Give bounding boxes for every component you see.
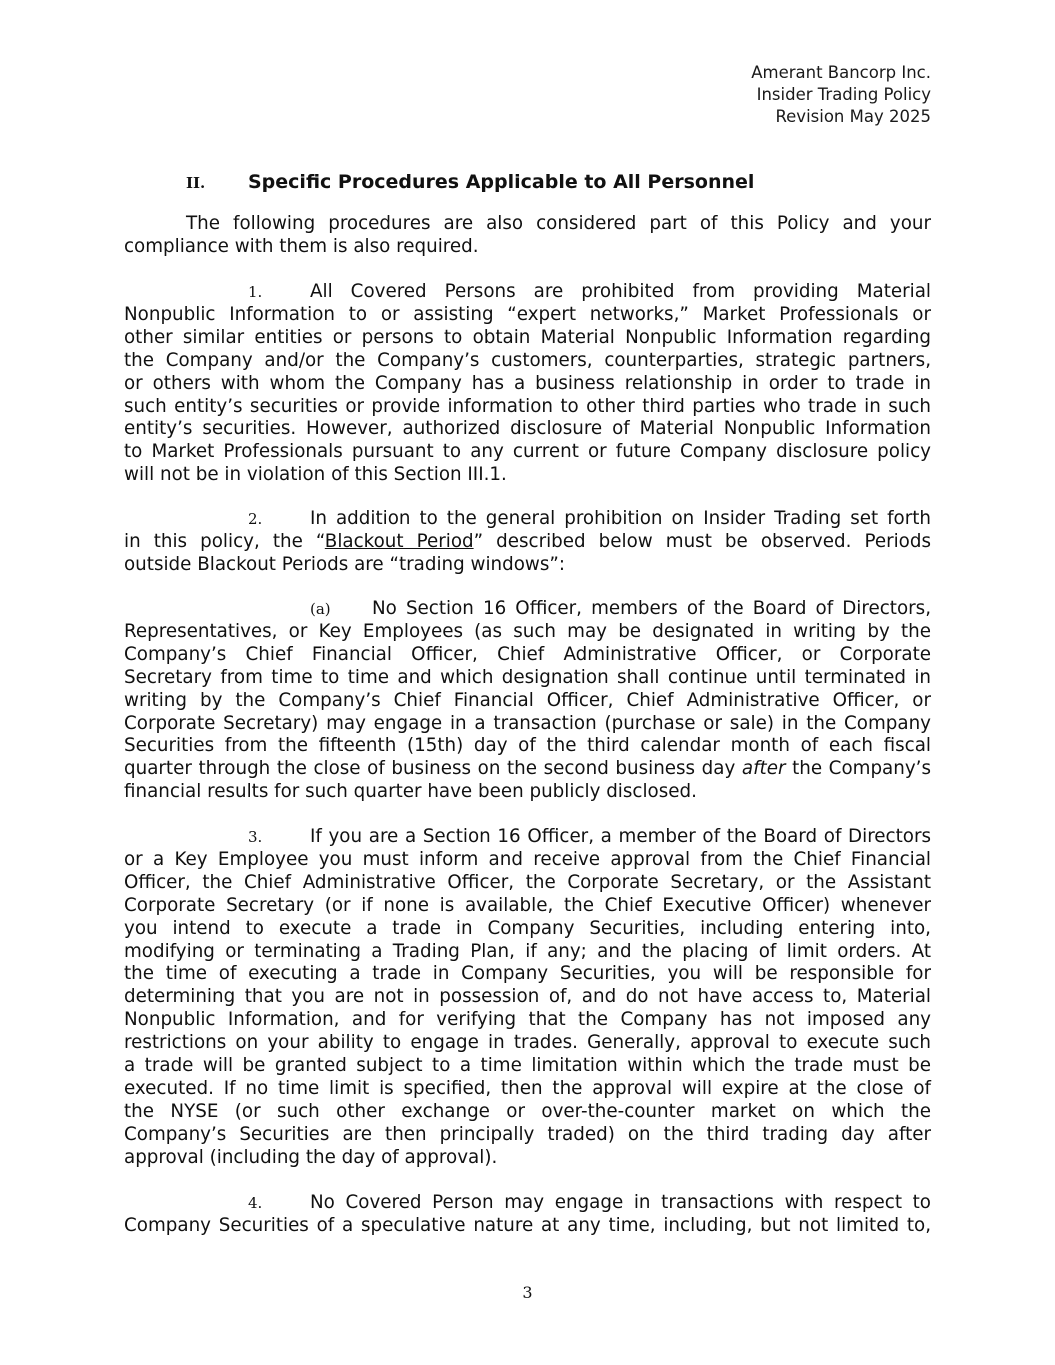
text-line: Nonpublic Information, and for verifying that the Company has not imposed any xyxy=(124,1009,931,1031)
page-number: 3 xyxy=(522,1283,533,1302)
text-line: the NYSE (or such other exchange or over-the-counter market on which the xyxy=(124,1100,931,1122)
text-line: (a) No Section 16 Officer, members of the Board of Directors, xyxy=(310,598,931,619)
subitem-label: (a) xyxy=(310,600,331,618)
text-line: Corporate Secretary) may engage in a transaction (purchase or sale) in the Company xyxy=(124,712,931,734)
text-line: quarter through the close of business on the second business day after the Company’s xyxy=(124,758,931,780)
intro-paragraph xyxy=(124,213,931,259)
header-revision: Revision May 2025 xyxy=(775,107,931,126)
text-line: Company’s Securities are then principally traded) on the third trading day after xyxy=(124,1123,931,1145)
text-line: or a Key Employee you must inform and receive approval from the Chief Financial xyxy=(124,848,931,870)
text-line: the time of executing a trade in Company Securities, you will be responsible for xyxy=(124,963,931,985)
text-line: a trade will be granted subject to a time limitation within which the trade must be xyxy=(124,1055,931,1077)
text-line: executed. If no time limit is specified, then the approval will expire at the close of xyxy=(124,1077,931,1099)
text-line: writing by the Company’s Chief Financial Officer, Chief Administrative Officer, or xyxy=(124,689,931,711)
text-line: determining that you are not in possession of, and do not have access to, Material xyxy=(124,986,931,1008)
procedure-item-4 xyxy=(124,1192,931,1238)
procedure-item-2 xyxy=(124,508,931,577)
text-line: 1. All Covered Persons are prohibited from providing Material xyxy=(248,281,931,302)
text-line: such entity’s securities or provide information to other third parties who trade in such xyxy=(124,395,931,417)
header-document-title: Insider Trading Policy xyxy=(756,85,931,104)
item-label: 1. xyxy=(248,283,263,301)
item-label: 2. xyxy=(248,510,263,528)
text-line: Secretary from time to time and which designation shall continue until terminated in xyxy=(124,666,931,688)
text-line: 3. If you are a Section 16 Officer, a member of the Board of Directors xyxy=(248,826,931,847)
text-line: the Company and/or the Company’s customers, counterparties, strategic partners, xyxy=(124,349,931,371)
text-line: will not be in violation of this Section III.1. xyxy=(124,464,507,486)
text-line: 4. No Covered Person may engage in transactions with respect to xyxy=(248,1192,931,1213)
text-line: Officer, the Chief Administrative Officer, the Corporate Secretary, or the Assistant xyxy=(124,871,931,893)
text-line: outside Blackout Periods are “trading windows”: xyxy=(124,553,566,575)
text-line: Corporate Secretary (or if none is available, the Chief Executive Officer) whenever xyxy=(124,894,931,916)
text-line: entity’s securities. However, authorized disclosure of Material Nonpublic Information xyxy=(124,418,931,440)
item-label: 3. xyxy=(248,828,263,846)
text-line: in this policy, the “Blackout Period” described below must be observed. Periods xyxy=(124,530,931,552)
section-heading xyxy=(186,170,754,195)
text-line: you intend to execute a trade in Company Securities, including entering into, xyxy=(124,917,931,939)
text-line: modifying or terminating a Trading Plan, if any; and the placing of limit orders. At xyxy=(124,940,931,962)
text-line: The following procedures are also considered part of this Policy and your xyxy=(186,213,931,234)
text-line: Company Securities of a speculative nature at any time, including, but not limited to, xyxy=(124,1214,931,1236)
text-line: financial results for such quarter have been publicly disclosed. xyxy=(124,781,697,803)
text-line: or others with whom the Company has a business relationship in order to trade in xyxy=(124,372,931,394)
text-line: compliance with them is also required. xyxy=(124,235,479,257)
procedure-item-3 xyxy=(124,826,931,1170)
text-line: approval (including the day of approval). xyxy=(124,1146,498,1168)
section-number: II. xyxy=(186,174,206,192)
text-line: other similar entities or persons to obtain Material Nonpublic Information regarding xyxy=(124,326,931,348)
blackout-period-term: Blackout Period xyxy=(324,530,474,552)
text-line: Company’s Chief Financial Officer, Chief Administrative Officer, or Corporate xyxy=(124,643,931,665)
emphasis-after: after xyxy=(741,758,786,780)
header-company: Amerant Bancorp Inc. xyxy=(751,63,931,82)
document-header xyxy=(751,62,931,128)
text-line: to Market Professionals pursuant to any current or future Company disclosure policy xyxy=(124,441,931,463)
procedure-item-2a xyxy=(124,598,931,804)
text-line: Securities from the fifteenth (15th) day of the third calendar month of each fiscal xyxy=(124,735,931,757)
procedure-item-1 xyxy=(124,281,931,487)
text-line: 2. In addition to the general prohibition on Insider Trading set forth xyxy=(248,508,931,529)
text-line: Representatives, or Key Employees (as such may be designated in writing by the xyxy=(124,620,931,642)
text-line: Nonpublic Information to or assisting “expert networks,” Market Professionals or xyxy=(124,303,931,325)
section-title: Specific Procedures Applicable to All Personnel xyxy=(248,171,755,193)
text-line: restrictions on your ability to engage in trades. Generally, approval to execute such xyxy=(124,1032,931,1054)
item-label: 4. xyxy=(248,1194,263,1212)
